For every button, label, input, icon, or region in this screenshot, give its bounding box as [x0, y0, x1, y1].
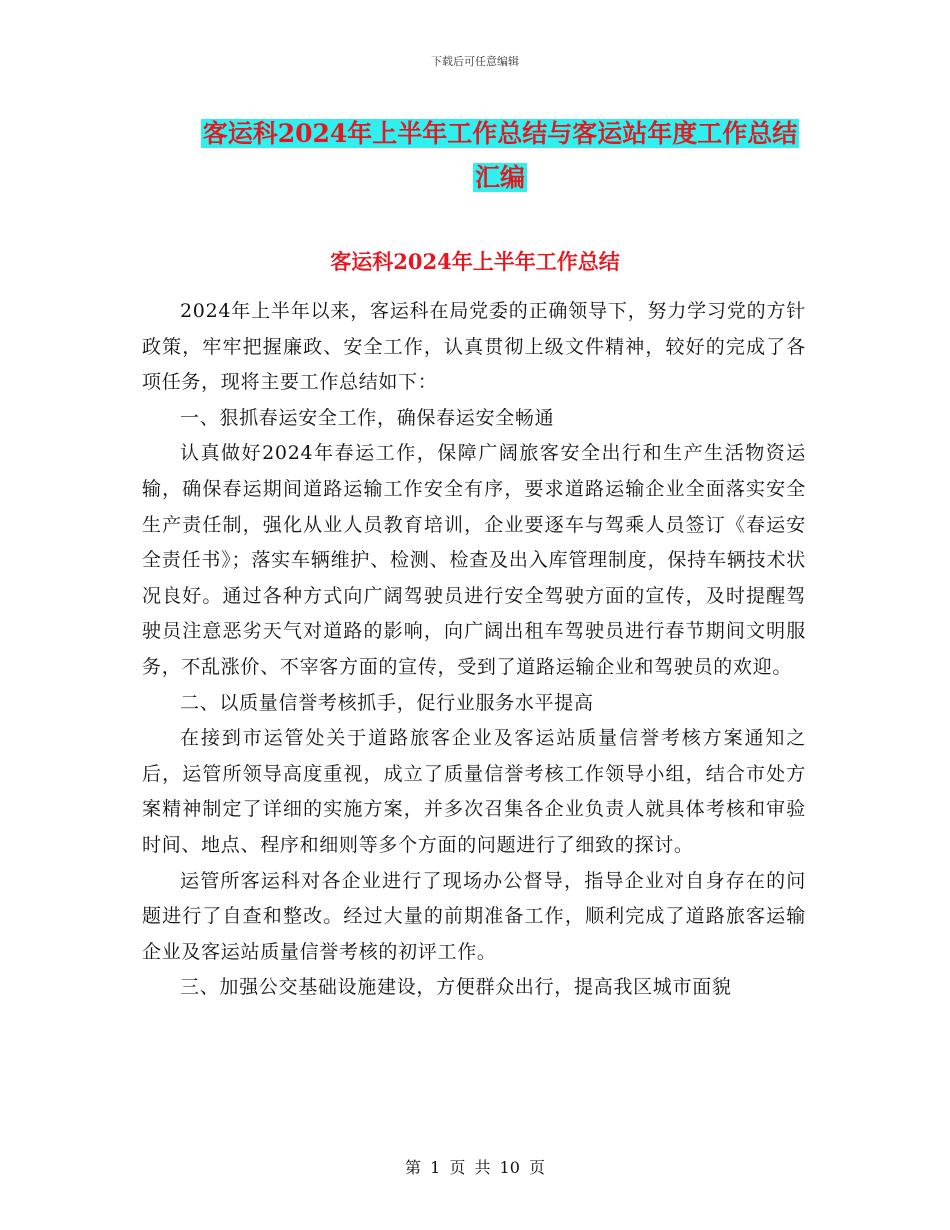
heading-spring-transport-safety: 一、狠抓春运安全工作，确保春运安全畅通 — [180, 406, 555, 429]
heading-quality-credit-assessment: 二、以质量信誉考核抓手，促行业服务水平提高 — [180, 691, 594, 714]
paragraph-intro: 2024年上半年以来，客运科在局党委的正确领导下，努力学习党的方针政策，牢牢把握廉政、安全工作，认真贯彻上级文件精神，较好的完成了各项任务，现将主要工作总结如下： — [142, 300, 806, 394]
document-title-line-2: 汇编 — [474, 163, 525, 192]
section-title: 客运科2024年上半年工作总结 — [330, 249, 620, 274]
document-title — [140, 112, 860, 200]
document-title-line-1: 客运科2024年上半年工作总结与客运站年度工作总结 — [202, 119, 798, 148]
page-header-note: 下载后可任意编辑 — [431, 55, 519, 68]
paragraph-assessment-plan: 在接到市运管处关于道路旅客企业及客运站质量信誉考核方案通知之后，运管所领导高度重视，成立了质量信誉考核工作领导小组，结合市处方案精神制定了详细的实施方案，并多次召集各企业负责人就具体考核和审验时间、地点、程序和细则等多个方面的问题进行了细致的探讨。 — [142, 727, 806, 856]
document-body — [142, 294, 806, 1006]
paragraph-spring-transport: 认真做好2024年春运工作，保障广阔旅客安全出行和生产生活物资运输，确保春运期间道路运输工作安全有序，要求道路运输企业全面落实安全生产责任制，强化从业人员教育培训，企业要逐车与驾乘人员签订《春运安全责任书》；落实车辆维护、检测、检查及出入库管理制度，保持车辆技术状况良好。通过各种方式向广阔驾驶员进行安全驾驶方面的宣传，及时提醒驾驶员注意恶劣天气对道路的影响，向广阔出租车驾驶员进行春节期间文明服务，不乱涨价、不宰客方面的宣传，受到了道路运输企业和驾驶员的欢迎。 — [142, 442, 806, 678]
page-footer: 第 1 页 共 10 页 — [405, 1158, 545, 1177]
paragraph-on-site-supervision: 运管所客运科对各企业进行了现场办公督导，指导企业对自身存在的问题进行了自查和整改。经过大量的前期准备工作，顺利完成了道路旅客运输企业及客运站质量信誉考核的初评工作。 — [142, 869, 806, 963]
heading-public-transit-infrastructure: 三、加强公交基础设施建设，方便群众出行，提高我区城市面貌 — [180, 976, 732, 999]
